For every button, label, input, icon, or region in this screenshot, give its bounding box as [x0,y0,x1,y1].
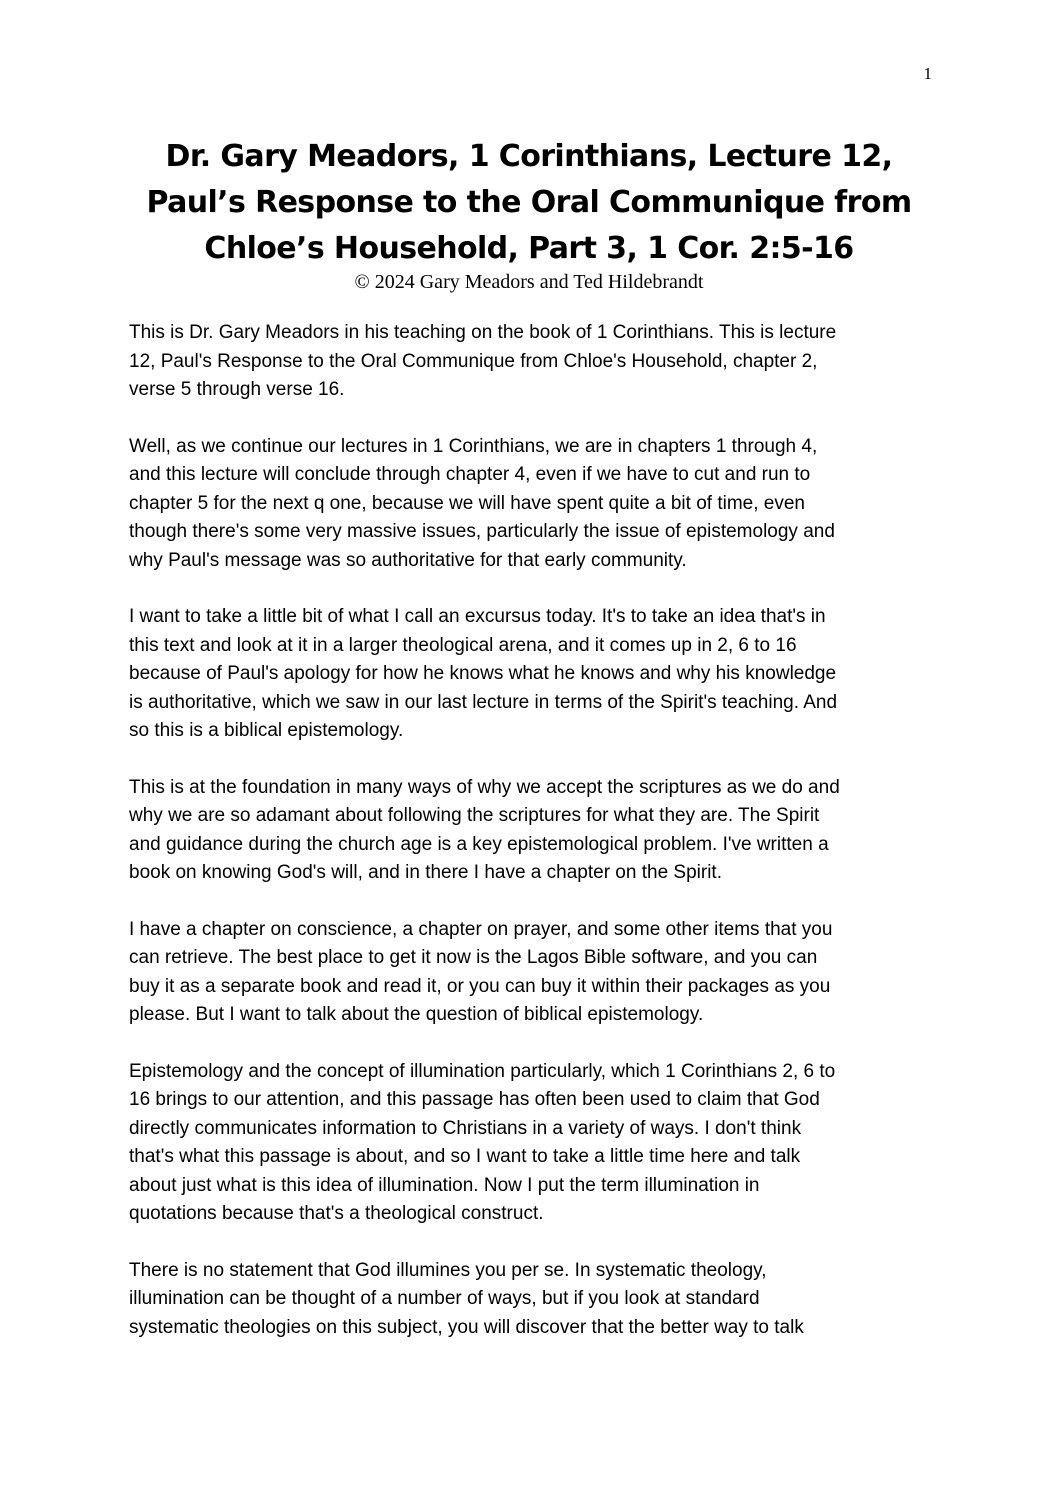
paragraph-line: directly communicates information to Christians in a variety of ways. I don't think [129,1117,802,1139]
paragraph-line: quotations because that's a theological construct. [129,1203,544,1224]
paragraph-line: This is at the foundation in many ways of why we accept the scriptures as we do and [129,776,840,798]
paragraph-line: this text and look at it in a larger theological arena, and it comes up in 2, 6 to 16 [129,634,797,656]
paragraph-line: please. But I want to talk about the question of biblical epistemology. [129,1004,704,1025]
paragraph-line: about just what is this idea of illumination. Now I put the term illumination in [129,1174,760,1196]
paragraph-line: illumination can be thought of a number of ways, but if you look at standard [129,1288,760,1309]
transcript-body [129,319,939,1370]
page-title-line-2: Paul’s Response to the Oral Communique from [146,185,912,220]
paragraph [129,319,939,405]
paragraph-line: why Paul's message was so authoritative for that early community. [129,549,687,571]
page-title-line-3: Chloe’s Household, Part 3, 1 Cor. 2:5-16 [204,231,854,266]
paragraph [129,774,939,888]
paragraph-line: This is Dr. Gary Meadors in his teaching on the book of 1 Corinthians. This is lecture [129,322,837,343]
paragraph-line: verse 5 through verse 16. [129,379,345,400]
paragraph-line: Epistemology and the concept of illumination particularly, which 1 Corinthians 2, 6 to [129,1060,836,1082]
paragraph-line: why we are so adamant about following the scriptures for what they are. The Spirit [129,805,820,826]
paragraph-line: chapter 5 for the next q one, because we will have spent quite a bit of time, even [129,492,805,514]
paragraph-line: Well, as we continue our lectures in 1 Corinthians, we are in chapters 1 through 4, [129,435,818,457]
paragraph-line: and this lecture will conclude through chapter 4, even if we have to cut and run to [129,464,811,485]
document-header [90,134,968,294]
paragraph-line: buy it as a separate book and read it, or you can buy it within their packages as you [129,975,831,997]
paragraph [129,433,939,576]
paragraph [129,1257,939,1343]
paragraph-line: so this is a biblical epistemology. [129,720,404,741]
page-number: 1 [923,64,932,83]
paragraph-line: though there's some very massive issues, particularly the issue of epistemology and [129,521,835,542]
paragraph-line: that's what this passage is about, and so I want to take a little time here and talk [129,1146,801,1167]
paragraph [129,603,939,746]
copyright-notice: © 2024 Gary Meadors and Ted Hildebrandt [354,271,704,293]
paragraph-line: is authoritative, which we saw in our last lecture in terms of the Spirit's teaching. And [129,691,838,713]
paragraph [129,916,939,1030]
paragraph-line: There is no statement that God illumines you per se. In systematic theology, [129,1259,767,1281]
paragraph-line: I have a chapter on conscience, a chapter on prayer, and some other items that you [129,918,833,940]
paragraph-line: book on knowing God's will, and in there I have a chapter on the Spirit. [129,862,722,883]
page-title-line-1: Dr. Gary Meadors, 1 Corinthians, Lecture 12, [165,139,893,174]
paragraph-line: can retrieve. The best place to get it now is the Lagos Bible software, and you can [129,947,818,968]
paragraph-line: and guidance during the church age is a key epistemological problem. I've written a [129,833,829,855]
paragraph-line: systematic theologies on this subject, you will discover that the better way to talk [129,1316,804,1338]
paragraph [129,1058,939,1229]
paragraph-line: 12, Paul's Response to the Oral Communique from Chloe's Household, chapter 2, [129,350,818,372]
paragraph-line: because of Paul's apology for how he knows what he knows and why his knowledge [129,663,837,684]
paragraph-line: 16 brings to our attention, and this passage has often been used to claim that God [129,1089,820,1110]
paragraph-line: I want to take a little bit of what I call an excursus today. It's to take an idea that's in [129,606,826,627]
